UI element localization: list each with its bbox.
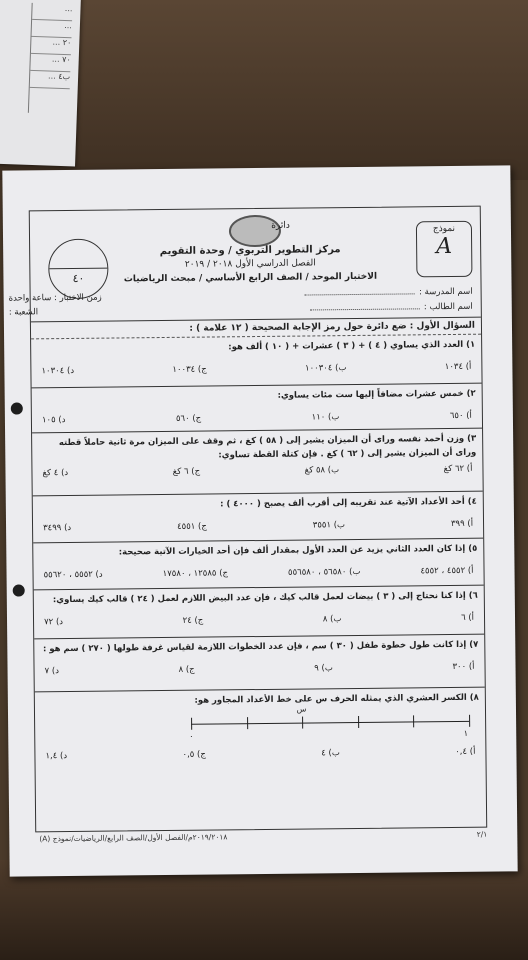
corner-line: ٢٠ ... [31,37,72,55]
options-row [37,362,475,377]
number-line-tick [413,715,414,727]
option-b: ب) ٨ [322,614,342,625]
number-line-tick [358,716,359,728]
options-row [40,566,478,581]
option-d: د) ٧ [44,666,60,677]
option-a: أ) ٦٥٠ [449,410,472,422]
school-blank [305,293,415,295]
options-row [41,747,479,762]
school-label: اسم المدرسة : [419,286,473,298]
option-d: د) ١٠٣٠٤ [41,365,75,377]
page-footer [39,830,487,844]
exam-header [8,207,481,323]
number-line-marker: س [296,704,307,714]
option-d: د) ٣٤٩٩ [43,522,72,534]
score-divider [49,268,107,270]
option-c: ج) ٥٦٠ [175,413,202,424]
option-c: ج) ٦ كغ [172,466,201,477]
option-a: أ) ٠,٤ [455,746,476,757]
footer-note: ٢٠١٩/٢٠١٨م/الفصل الأول/الصف الرابع/الرياضيات/نموذج (A) [39,832,228,844]
question-text: ٣) وزن أحمد نفسه وراى أن الميزان يشير إلى ( ٥٨ ) كغ ، ثم وقف على الميزان مرة ثانية حاملاً قطته وراى أن الميزان يشير إلى ( ٦٢ ) كغ . فإن كتلة القطة تساوي: [58,433,477,461]
question-text: ٦) إذا كنا نحتاج إلى ( ٣ ) بيضات لعمل قالب كيك ، فإن عدد البيض اللازم لعمل ( ٢٤ ) قالب كيك يساوي: [52,590,478,606]
corner-line: ٧٠ ... [30,54,71,72]
option-b: ب) ٩ [314,663,333,674]
emblem-icon [229,215,281,248]
page-number: ٢/١ [476,829,488,839]
option-d: د) ٧٢ [44,617,64,628]
score-circle [48,239,109,300]
number-line-axis [191,721,469,725]
option-d: د) ١,٤ [45,751,68,762]
number-line [189,704,469,742]
corner-line: ب٤ ... [30,71,71,89]
option-a: أ) ٦ [461,612,475,623]
option-a: أ) ٦٢ كغ [443,463,473,475]
option-c: ج) ١٢٥٨٥ ، ١٧٥٨٠ [162,568,229,580]
option-b: ب) ٥٦٥٨٠ ، ٥٥٦٥٨٠ [287,566,361,578]
section-field-label: الشعبة : [8,307,39,318]
options-row [41,662,479,677]
option-d: د) ٥٥٥٢ ، ٥٥٦٢٠ [43,569,103,581]
question-1 [31,335,481,389]
options-row [38,464,476,479]
question-6 [34,586,484,640]
option-a: أ) ٣٠٠ [452,661,475,672]
punch-hole [13,584,25,596]
corner-line: ... [32,20,73,38]
option-b: ب) ١٠٠٣٠٤ [304,363,347,374]
option-b: ب) ١١٠ [311,412,340,423]
number-line-tick [191,718,192,730]
option-c: ج) ٨ [178,664,195,675]
model-label: نموذج [432,223,456,235]
center-title: مركز التطوير التربوي / وحدة التقويم [159,244,341,258]
options-row [38,411,476,426]
option-c: ج) ٤٥٥١ [177,521,207,532]
option-a: أ) ١٠٣٤ [444,361,472,373]
exam-title: الاختبار الموحد / الصف الرابع الأساسي / مبحث الرياضيات [123,271,378,285]
score-total: ٤٠ [72,271,85,285]
question-text: ٤) أحد الأعداد الآتية عند تقريبه إلى أقرب ألف يصبح ( ٤٠٠٠ ) : [220,496,477,510]
question-text: ٧) إذا كانت طول خطوة طفل ( ٣٠ ) سم ، فإن عدد الخطوات اللازمة لقياس غرفة طولها ( ٢٧٠ ) سم هو : [42,639,479,655]
question-4 [33,492,483,544]
question-text: ٨) الكسر العشري الذي يمثله الحرف س على خط الأعداد المجاور هو: [194,692,479,706]
question-5 [33,539,483,591]
exam-frame [8,206,487,833]
option-b: ب) ٤ [321,748,340,759]
option-b: ب) ٣٥٥١ [312,520,346,531]
corner-line: ... [32,3,73,21]
question-2 [32,384,482,434]
student-field [310,302,473,314]
number-line-tick [247,717,248,729]
option-a: أ) ٤٥٥٢ ، ٤٥٥٢ [420,565,474,577]
model-letter: A [436,233,453,260]
option-a: أ) ٣٩٩ [450,518,474,530]
question-text: ٥) إذا كان العدد الثاني يزيد عن العدد الأول بمقدار ألف فإن أحد الخيارات الآتية صحيحة: [118,543,478,558]
punch-hole [11,402,23,414]
student-blank [310,308,420,310]
number-line-tick [302,717,303,729]
corner-paper-lines [28,3,73,114]
semester-title: الفصل الدراسي الأول ٢٠١٨ / ٢٠١٩ [184,258,316,270]
number-line-label: ١ [463,728,469,738]
question-7 [34,635,485,693]
option-b: ب) ٥٨ كغ [304,465,340,476]
option-d: د) ١٠٥ [41,415,66,426]
model-box [416,221,473,278]
time-label: زمن الاختبار : ساعة واحدة [8,292,102,304]
option-c: ج) ١٠٠٣٤ [172,364,207,375]
options-row [40,613,478,628]
school-field [305,287,473,299]
option-c: ج) ٠,٥ [182,749,206,760]
corner-paper [0,0,81,166]
option-c: ج) ٢٤ [182,615,204,626]
student-label: اسم الطالب : [423,301,473,313]
question-text: ١) العدد الذي يساوي ( ٤ ) + ( ٣ ) عشرات + ( ١٠ ) ألف هو: [228,339,476,353]
question-8 [35,688,486,787]
department-label: دائرة [271,220,290,231]
number-line-tick [469,715,470,727]
question-text: ٢) خمس عشرات مضافاً إليها ست مئات يساوي: [277,388,476,401]
option-d: د) ٤ كغ [42,468,69,479]
question-3 [32,429,483,497]
section-title: السؤال الأول : ضع دائرة حول رمز الإجابة الصحيحة ( ١٢ علامة ) : [31,318,481,340]
number-line-label: ٠ [189,731,194,741]
exam-sheet [2,165,517,876]
options-row [39,519,477,534]
